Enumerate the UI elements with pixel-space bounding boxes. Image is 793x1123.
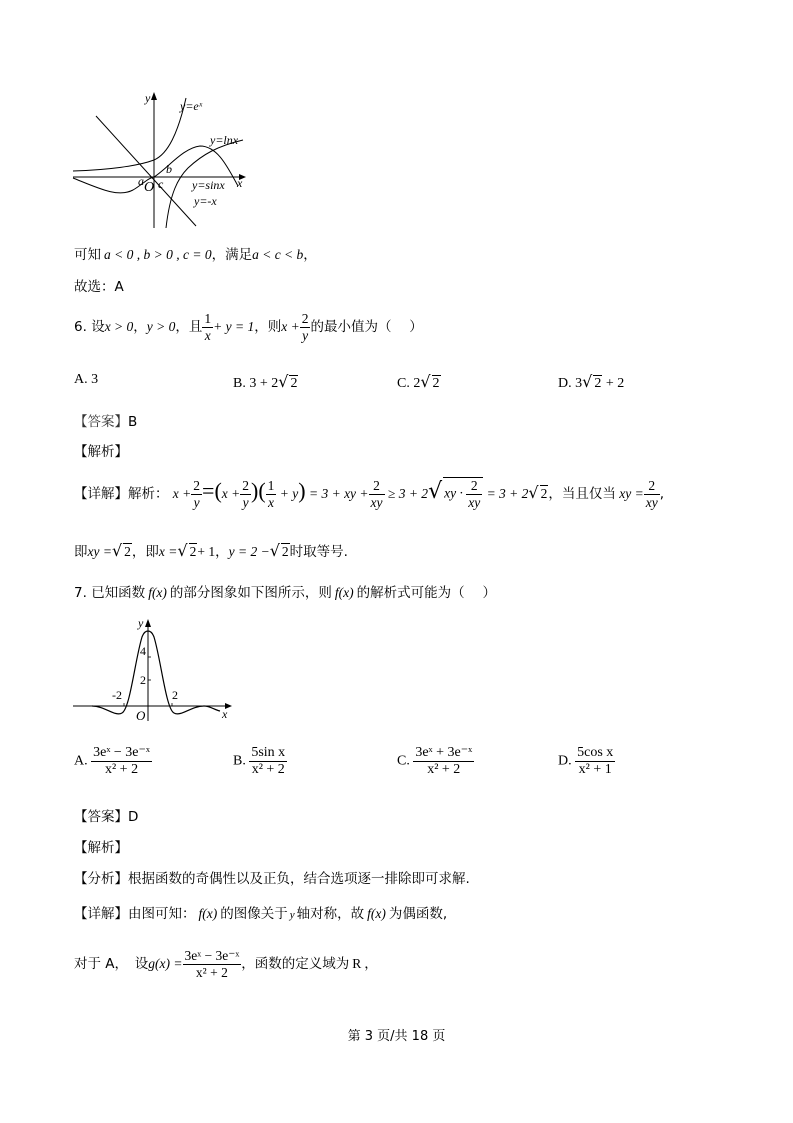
q6-option-d: D. 3√ 2 + 2	[558, 372, 625, 391]
q7-fenxi: 【分析】根据函数的奇偶性以及正负，结合选项逐一排除即可求解.	[74, 871, 470, 887]
q6-option-b: B. 3 + 2√ 2	[233, 372, 298, 391]
fig2-tick-2: 2	[172, 688, 178, 702]
q7-option-a: A. $\frac{\text{3eˣ − 3e⁻ˣ}}{\text{x² + 2}}$	[74, 745, 150, 777]
q6-analysis-tag: 【解析】	[74, 444, 128, 460]
page-footer: 第 3 页/共 18 页	[347, 1029, 446, 1044]
fig1-exp-label: y=eˣ	[180, 99, 203, 113]
fig1-x-label: x	[237, 176, 243, 190]
q7-analysis-tag: 【解析】	[74, 840, 128, 856]
fig1-b-label: b	[166, 162, 172, 176]
q6-stem: 6. 设x > 0，y > 0，且 $\frac{1}{x}$ + y = 1，则x + $\frac{2}{y}$ 的最小值为（ ）	[74, 310, 423, 343]
fig1-neg-label: y=-x	[194, 194, 217, 208]
fig1-ln-label: y=lnx	[210, 133, 239, 147]
fig2-tick-y2: 2	[140, 673, 146, 687]
q7-option-d: D. $\frac{\text{5cos x}}{\text{x² + 1}}$	[558, 745, 614, 777]
fig2-tick-neg2: -2	[112, 688, 122, 702]
q6-answer: 【答案】B	[74, 414, 138, 430]
fig2-x-label: x	[222, 707, 228, 721]
y-axis-arrow	[145, 619, 151, 627]
q6-final: 即xy =√ 2，即x =√ 2+ 1，y = 2 −√ 2时取等号.	[74, 541, 348, 560]
q7-for-a: 对于 A， 设g(x) = $\frac{\text{3eˣ − 3e⁻ˣ}}{\text{x² + 2}}$ ，函数的定义域为 R ，	[74, 947, 378, 980]
fig1-sin-label: y=sinx	[192, 178, 225, 192]
fig1-c-label: c	[158, 177, 164, 191]
figure-bell-curve	[70, 615, 240, 725]
q7-option-c: C. $\frac{\text{3eˣ + 3e⁻ˣ}}{\text{x² + 2}}$	[397, 745, 473, 777]
q7-stem: 7. 已知函数 f(x) 的部分图象如下图所示，则 f(x) 的解析式可能为（ ）	[74, 585, 496, 601]
fig1-y-label: y	[145, 91, 151, 105]
curve-exp	[73, 98, 186, 171]
fig2-tick-y4: 4	[140, 644, 146, 658]
q7-answer: 【答案】D	[74, 809, 139, 825]
q6-detail: 【详解】解析： x + $\frac{2}{y}$ =(x + $\frac{2}{y}$ )( $\frac{1}{x}$ + y) = 3 + xy + $\frac{2}{xy}$ ≥ 3 + 2√ xy · $\frac{2}{xy}$ = 3 + 2√ 2，当且仅当 xy = $\frac{2}{xy}$ ,	[74, 477, 664, 511]
q7-option-b: B. $\frac{\text{5sin x}}{\text{x² + 2}}$	[233, 745, 286, 777]
fig2-origin: O	[136, 708, 146, 723]
figure-intersections	[68, 88, 258, 233]
q6-option-a: A. 3	[74, 372, 99, 387]
q5-conclusion: 可知 a < 0 , b > 0 , c = 0，满足a < c < b，	[74, 247, 317, 263]
fig2-y-label: y	[138, 616, 144, 630]
y-axis-arrow	[151, 92, 157, 100]
fig1-origin: O	[144, 180, 155, 195]
curve-neg-x	[96, 116, 196, 226]
q6-option-c: C. 2√ 2	[397, 372, 440, 391]
q5-answer-line: 故选：A	[74, 279, 124, 295]
fig1-a-label: a	[138, 174, 144, 188]
q7-detail: 【详解】由图可知： f(x) 的图像关于 y 轴对称，故 f(x) 为偶函数,	[74, 906, 448, 922]
